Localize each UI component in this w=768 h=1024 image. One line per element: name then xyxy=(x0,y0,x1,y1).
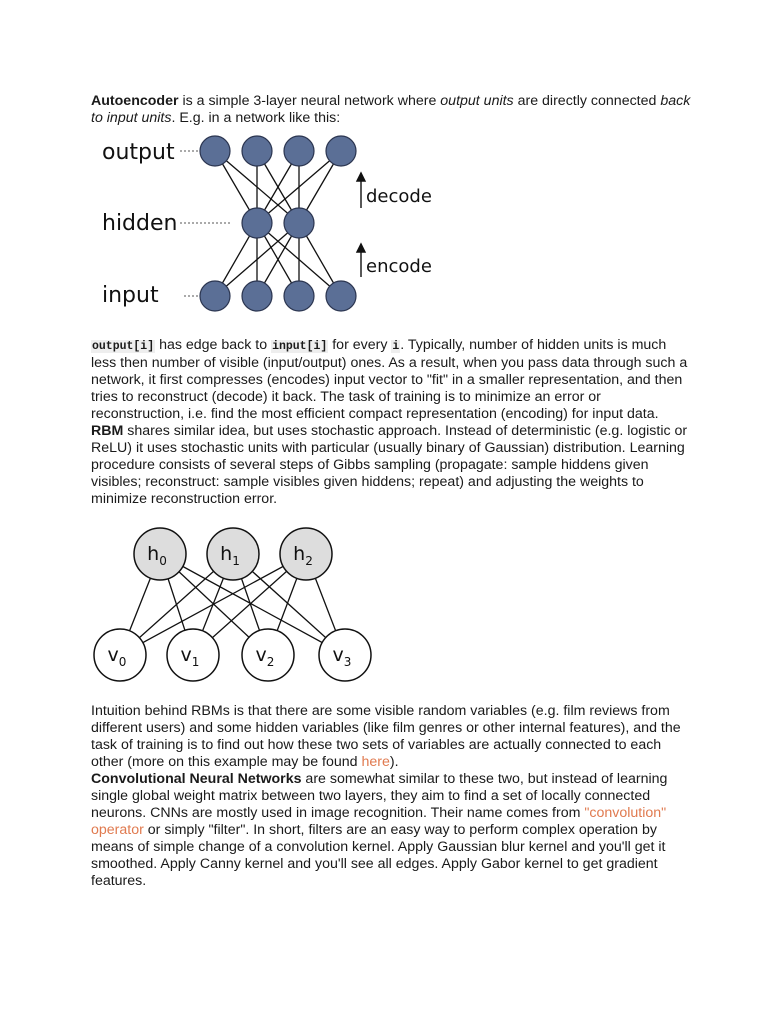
output-node xyxy=(284,136,314,166)
decode-label: decode xyxy=(366,186,432,207)
intro-text-3: . E.g. in a network like this: xyxy=(171,110,341,126)
decode-arrow xyxy=(357,173,365,208)
autoencoder-term: Autoencoder xyxy=(91,93,179,109)
encode-arrow xyxy=(357,244,365,277)
rbm-nodes xyxy=(94,528,371,681)
here-link[interactable]: here xyxy=(361,754,390,770)
visible-unit-v1 xyxy=(167,629,219,681)
input-node xyxy=(326,281,356,311)
rbm-text-4: shares similar idea, but uses stochastic approach. Instead of deterministic (e.g. logistic or ReLU) it uses stochastic units with particular (usually binary of Gaussian) distribution. Learning procedure consists of several steps of Gibbs sampling (propagate: sample hiddens given visibles; reconstruct: sample visibles given hiddens; repeat) and adjusting the weights to minimize reconstruction error. xyxy=(91,423,688,507)
back-to-input-emphasis: back to input units xyxy=(91,93,691,126)
visible-unit-v2-subscript: 2 xyxy=(266,655,275,669)
visible-unit-v3-label: $v_3$ xyxy=(332,644,352,669)
hidden-unit-h2-label: $h_2$ xyxy=(293,543,313,568)
hidden-unit-h2-subscript: 2 xyxy=(305,554,313,568)
visible-unit-v0 xyxy=(94,629,146,681)
code-output-i: output[i] xyxy=(92,340,155,353)
rbm-text-3: . Typically, number of hidden units is much less then number of visible (input/output) ones. As a result, when you pass data through such a network, it first compresses (encodes) input vector to "fit" in a smaller representation, and then tries to reconstruct (decode) it back. The task of training is to minimize an error or reconstruction, i.e. find the most efficient compact representation (encoding) for input data. xyxy=(91,337,688,422)
cnn-paragraph xyxy=(91,703,691,890)
cnn-text-3: are somewhat similar to these two, but instead of learning single global weight matrix between two layers, they aim to find a set of locally connected neurons. CNNs are mostly used in image recognition. Their name comes from xyxy=(91,771,668,821)
hidden-unit-h0-label: $h_0$ xyxy=(147,543,167,568)
output-node xyxy=(200,136,230,166)
hidden-unit-h1-subscript: 1 xyxy=(232,554,240,568)
rbm-text-1: has edge back to xyxy=(155,337,272,353)
layer-leader-lines xyxy=(180,151,232,296)
visible-unit-v0-subscript: 0 xyxy=(118,655,127,669)
hidden-unit-h1-label: $h_1$ xyxy=(220,543,240,568)
visible-unit-v3 xyxy=(319,629,371,681)
input-node xyxy=(284,281,314,311)
layer-label-hidden: hidden xyxy=(102,211,178,236)
visible-unit-v3-subscript: 3 xyxy=(343,655,352,669)
code-input-i: input[i] xyxy=(272,340,328,353)
rbm-diagram xyxy=(88,527,378,690)
visible-unit-v0-label: $v_0$ xyxy=(107,644,127,669)
layer-label-output: output xyxy=(102,140,175,165)
intro-text-2: are directly connected xyxy=(513,93,661,109)
layer-label-input: input xyxy=(102,283,159,308)
cnn-text-2: ). xyxy=(389,754,399,770)
cnn-text-4: or simply "filter". In short, filters are an easy way to perform complex operation by means of simple change of a convolution kernel. Apply Gaussian blur kernel and you'll get it smoothed. Apply Canny kernel and you'll see all edges. Apply Gabor kernel to get gradient features. xyxy=(91,822,666,889)
intro-text-1: is a simple 3-layer neural network where xyxy=(178,93,441,109)
autoencoder-diagram xyxy=(100,133,440,323)
rbm-text-2: for every xyxy=(328,337,392,353)
input-node xyxy=(200,281,230,311)
hidden-unit-h0 xyxy=(134,528,186,580)
autoencoder-intro-paragraph xyxy=(91,93,691,127)
autoencoder-nodes xyxy=(200,136,356,311)
visible-unit-v2-label: $v_2$ xyxy=(255,644,275,669)
visible-unit-v1-subscript: 1 xyxy=(191,655,200,669)
input-node xyxy=(242,281,272,311)
autoencoder-edges xyxy=(215,151,341,296)
hidden-unit-h1 xyxy=(207,528,259,580)
cnn-text-1: Intuition behind RBMs is that there are some visible random variables (e.g. film reviews from different users) and some hidden variables (like film genres or other internal features), and the task of training is to find out how these two sets of variables are actually connected to each other (more on this example may be found xyxy=(91,703,681,770)
hidden-unit-h2 xyxy=(280,528,332,580)
visible-unit-v1-label: $v_1$ xyxy=(180,644,200,669)
hidden-unit-h0-subscript: 0 xyxy=(159,554,167,568)
output-units-emphasis: output units xyxy=(440,93,514,109)
rbm-paragraph xyxy=(91,337,691,508)
rbm-term: RBM xyxy=(91,423,124,439)
output-node xyxy=(242,136,272,166)
convolution-operator-link[interactable]: "convolution" operator xyxy=(91,805,667,838)
visible-unit-v2 xyxy=(242,629,294,681)
output-node xyxy=(326,136,356,166)
hidden-node xyxy=(242,208,272,238)
hidden-node xyxy=(284,208,314,238)
code-i: i xyxy=(392,340,400,353)
cnn-term: Convolutional Neural Networks xyxy=(91,771,302,787)
encode-label: encode xyxy=(366,256,432,277)
